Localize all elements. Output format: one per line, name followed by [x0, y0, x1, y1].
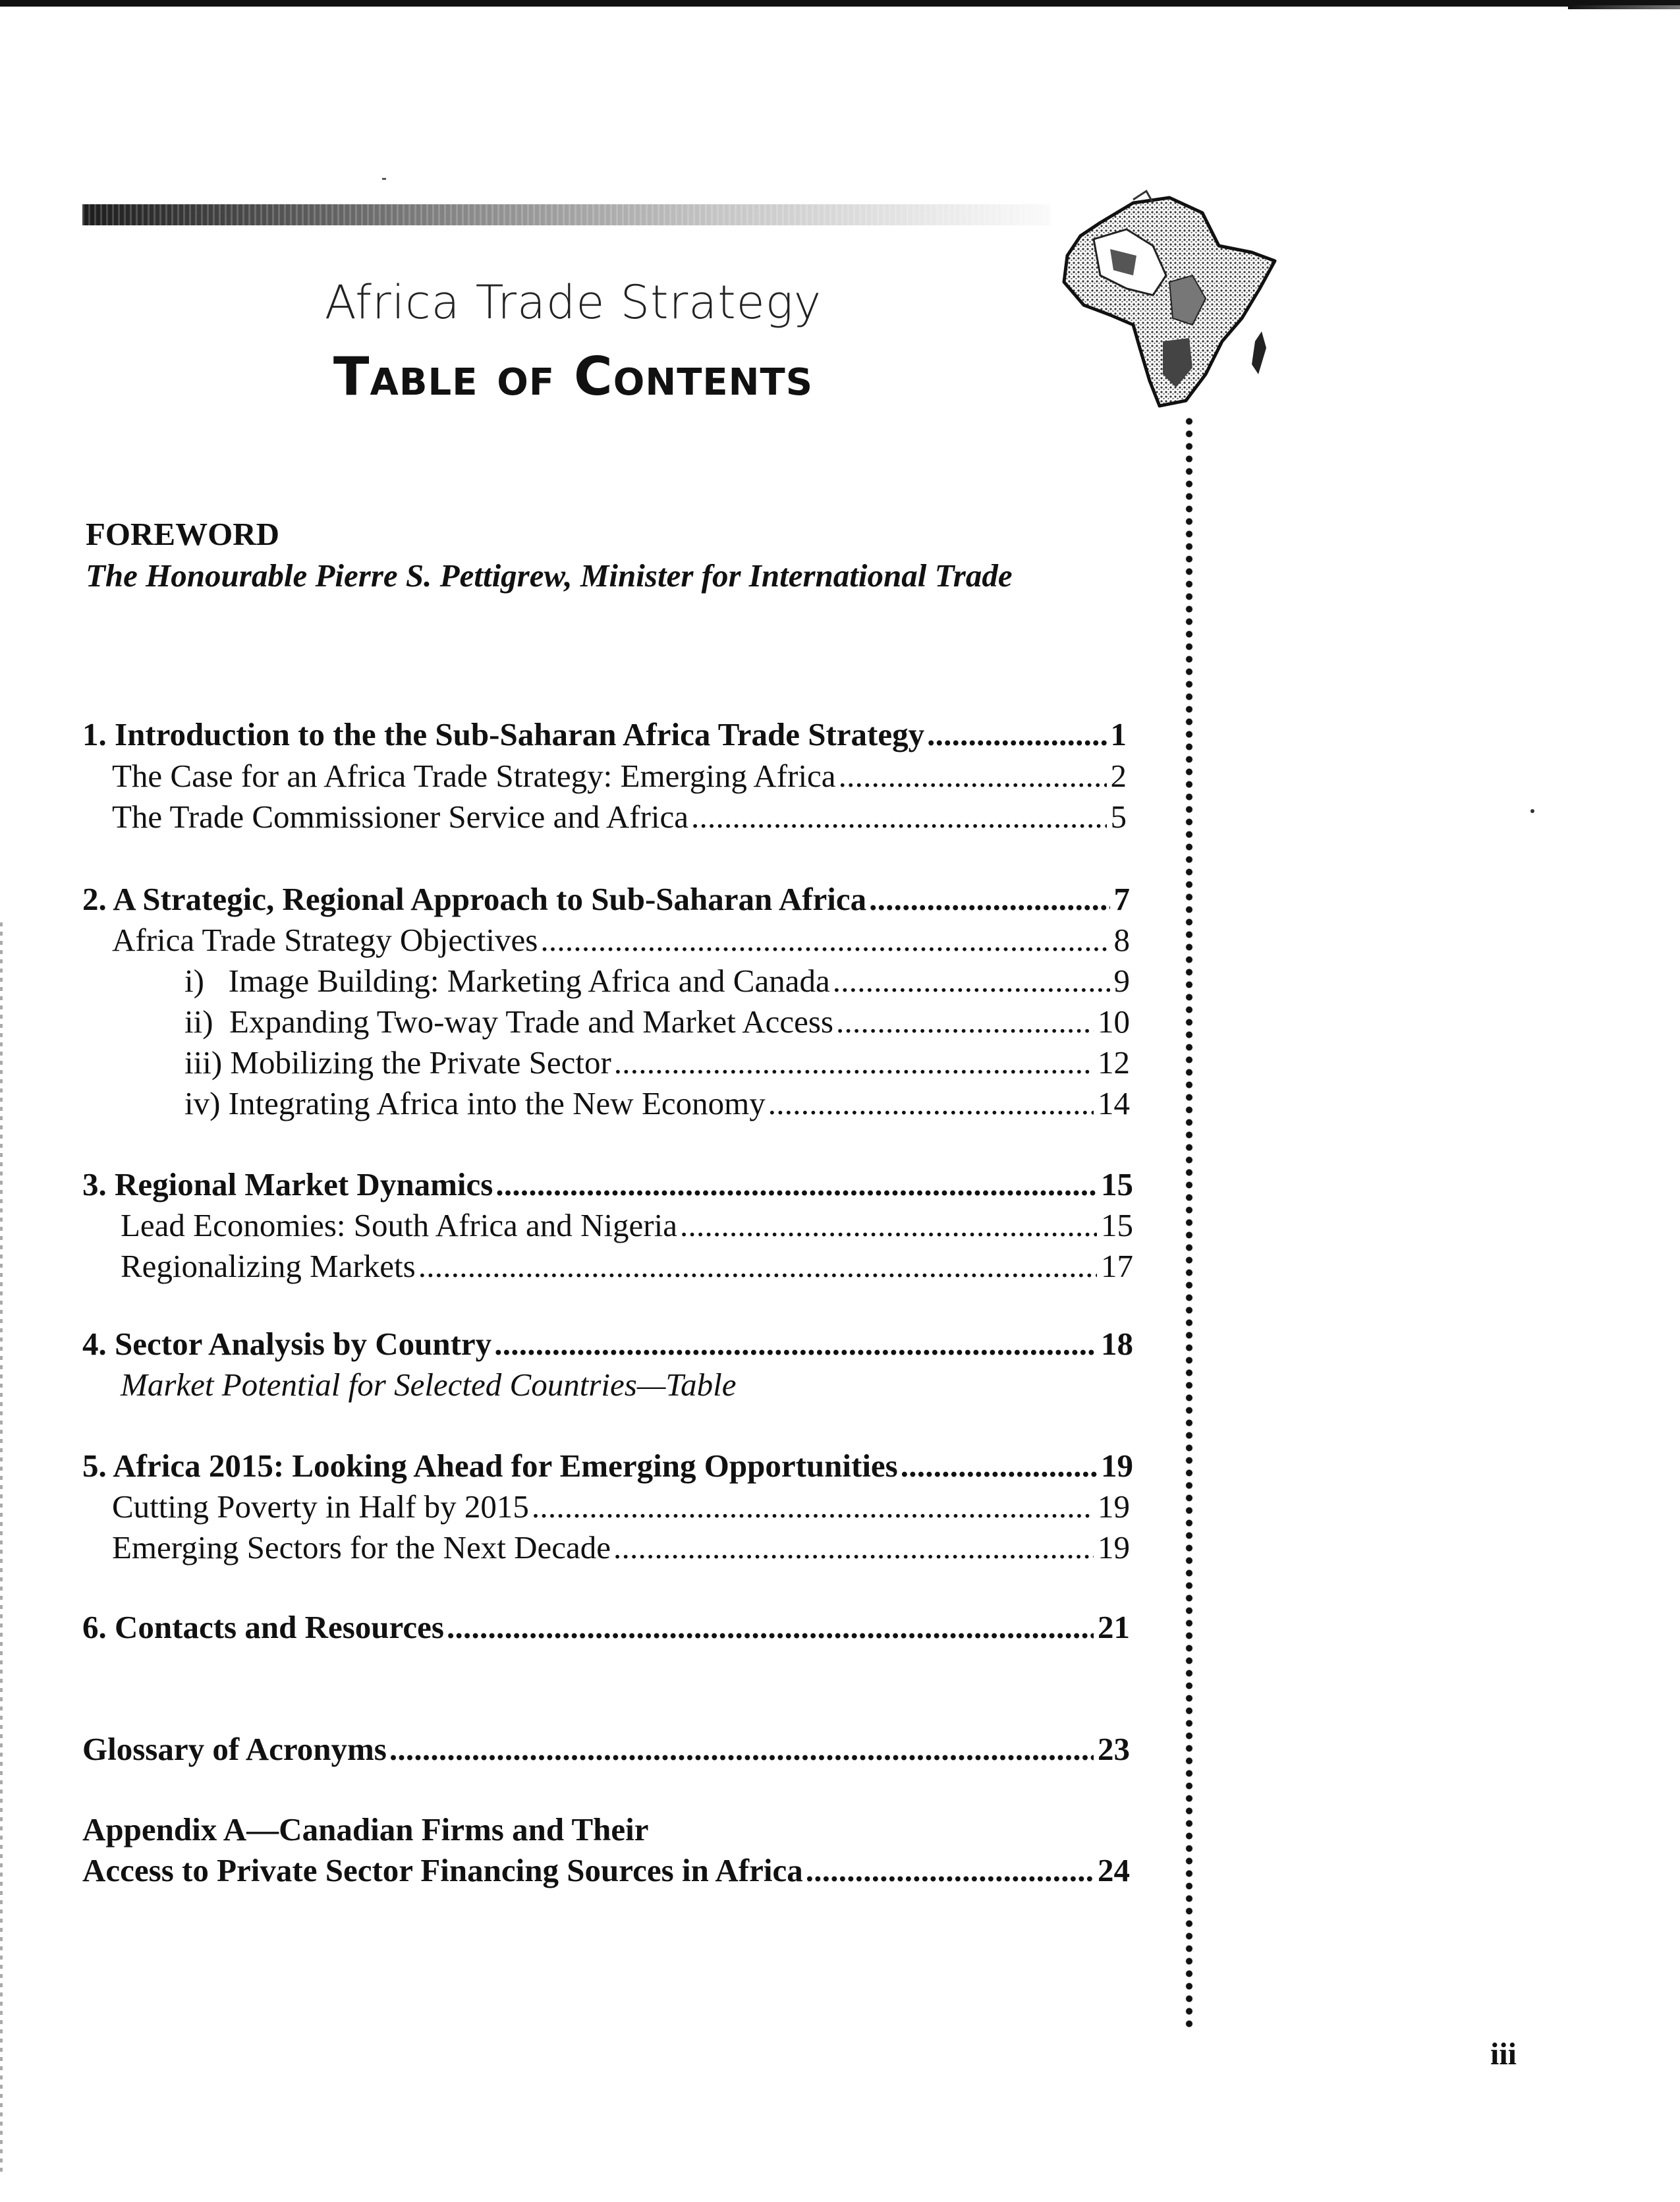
- toc-page-number: 5: [1110, 799, 1127, 835]
- toc-entry-appendix[interactable]: [82, 1851, 1130, 1890]
- dot-leader: [836, 1002, 1094, 1042]
- top-border: [0, 0, 1680, 7]
- toc-entry-title: Market Potential for Selected Countries—Table: [121, 1367, 737, 1403]
- dot-leader: [833, 961, 1110, 1001]
- toc-entry-emerging-sectors[interactable]: [112, 1528, 1130, 1567]
- toc-entry-emerging-africa[interactable]: [112, 756, 1127, 796]
- toc-entry-section-1[interactable]: [82, 715, 1127, 754]
- toc-entry-title: 1. Introduction to the the Sub-Saharan Africa Trade Strategy: [82, 716, 925, 752]
- toc-page-number: 14: [1098, 1085, 1130, 1121]
- toc-entry-trade-commissioner-service[interactable]: [112, 797, 1127, 837]
- toc-entry-title: 4. Sector Analysis by Country: [82, 1326, 492, 1362]
- dot-leader: [927, 715, 1106, 754]
- toc-entry-appendix-line1[interactable]: [82, 1810, 649, 1849]
- toc-entry-regionalizing-markets[interactable]: [121, 1247, 1133, 1286]
- toc-page-number: 19: [1098, 1488, 1130, 1525]
- toc-page-number: 23: [1098, 1731, 1130, 1767]
- dot-leader: [691, 797, 1106, 837]
- toc-entry-title: Cutting Poverty in Half by 2015: [112, 1488, 529, 1525]
- toc-entry-cutting-poverty[interactable]: [112, 1487, 1130, 1527]
- toc-entry-section-5[interactable]: [82, 1446, 1133, 1486]
- toc-page-number: 15: [1101, 1207, 1133, 1243]
- toc-entry-glossary[interactable]: [82, 1730, 1130, 1769]
- toc-page-number: 19: [1101, 1448, 1133, 1484]
- toc-entry-image-building[interactable]: [184, 961, 1130, 1001]
- dot-leader: [532, 1487, 1094, 1527]
- page-number: iii: [1490, 2037, 1517, 2072]
- toc-entry-title: Appendix A—Canadian Firms and Their: [82, 1811, 649, 1848]
- toc-page-number: 2: [1110, 758, 1127, 794]
- toc-entry-title: The Case for an Africa Trade Strategy: Emerging Africa: [112, 758, 836, 794]
- toc-page-number: 7: [1113, 881, 1130, 917]
- toc-entry-title: iv) Integrating Africa into the New Economy: [184, 1085, 766, 1121]
- document-title: Africa Trade Strategy: [324, 275, 822, 329]
- scan-speck: [382, 178, 386, 180]
- dot-leader: [768, 1084, 1094, 1123]
- dot-leader: [494, 1324, 1097, 1364]
- toc-entry-new-economy[interactable]: [184, 1084, 1130, 1123]
- foreword-heading: FOREWORD: [86, 516, 279, 552]
- toc-entry-lead-economies[interactable]: [121, 1206, 1133, 1245]
- top-border-fade: [1568, 5, 1680, 9]
- toc-page-number: 9: [1113, 963, 1130, 999]
- dot-leader: [901, 1446, 1097, 1486]
- toc-entry-title: i) Image Building: Marketing Africa and Canada: [184, 963, 830, 999]
- toc-page-number: 19: [1098, 1529, 1130, 1566]
- toc-page-number: 18: [1101, 1326, 1133, 1362]
- dot-leader: [869, 880, 1109, 919]
- toc-entry-title: Lead Economies: South Africa and Nigeria: [121, 1207, 677, 1243]
- toc-entry-title: Africa Trade Strategy Objectives: [112, 922, 538, 958]
- dot-leader: [418, 1247, 1097, 1286]
- dotted-vertical-rule: [1185, 415, 1193, 2029]
- toc-entry-section-3[interactable]: [82, 1165, 1133, 1204]
- scan-edge: [0, 922, 3, 2174]
- dot-leader: [495, 1165, 1097, 1204]
- dot-leader: [614, 1043, 1094, 1083]
- dot-leader: [839, 756, 1107, 796]
- dot-leader: [680, 1206, 1097, 1245]
- toc-page-number: 21: [1098, 1609, 1130, 1645]
- toc-entry-title: Glossary of Acronyms: [82, 1731, 387, 1767]
- toc-entry-expanding-trade[interactable]: [184, 1002, 1130, 1042]
- page-title: Table of Contents: [333, 346, 814, 407]
- toc-entry-title: 2. A Strategic, Regional Approach to Sub-Saharan Africa: [82, 881, 867, 917]
- dot-leader: [613, 1528, 1094, 1567]
- toc-entry-title: 5. Africa 2015: Looking Ahead for Emerging Opportunities: [82, 1448, 898, 1484]
- toc-entry-title: Regionalizing Markets: [121, 1248, 416, 1284]
- toc-entry-section-6[interactable]: [82, 1608, 1130, 1647]
- decorative-header-bar: [82, 204, 1051, 225]
- scan-speck: [1530, 809, 1534, 813]
- toc-page-number: 10: [1098, 1003, 1130, 1040]
- toc-entry-objectives[interactable]: [112, 920, 1130, 960]
- toc-entry-market-potential-table[interactable]: [121, 1365, 737, 1405]
- dot-leader: [447, 1608, 1094, 1647]
- foreword-byline: The Honourable Pierre S. Pettigrew, Minister for International Trade: [86, 557, 1013, 594]
- toc-page-number: 12: [1098, 1044, 1130, 1081]
- dot-leader: [540, 920, 1109, 960]
- toc-page-number: 15: [1101, 1166, 1133, 1202]
- toc-entry-section-4[interactable]: [82, 1324, 1133, 1364]
- toc-page-number: 8: [1113, 922, 1130, 958]
- toc-entry-title: 6. Contacts and Resources: [82, 1609, 444, 1645]
- toc-page-number: 17: [1101, 1248, 1133, 1284]
- toc-entry-title: iii) Mobilizing the Private Sector: [184, 1044, 611, 1081]
- toc-entry-section-2[interactable]: [82, 880, 1130, 919]
- toc-entry-title: 3. Regional Market Dynamics: [82, 1166, 493, 1202]
- toc-page-number: 1: [1110, 716, 1127, 752]
- dot-leader: [389, 1730, 1094, 1769]
- toc-entry-title: The Trade Commissioner Service and Africa: [112, 799, 689, 835]
- toc-entry-private-sector[interactable]: [184, 1043, 1130, 1083]
- toc-entry-title: ii) Expanding Two-way Trade and Market Access: [184, 1003, 834, 1040]
- toc-entry-title: Emerging Sectors for the Next Decade: [112, 1529, 611, 1566]
- toc-entry-title: Access to Private Sector Financing Sources in Africa: [82, 1852, 803, 1888]
- toc-page-number: 24: [1098, 1852, 1130, 1888]
- dot-leader: [806, 1851, 1094, 1890]
